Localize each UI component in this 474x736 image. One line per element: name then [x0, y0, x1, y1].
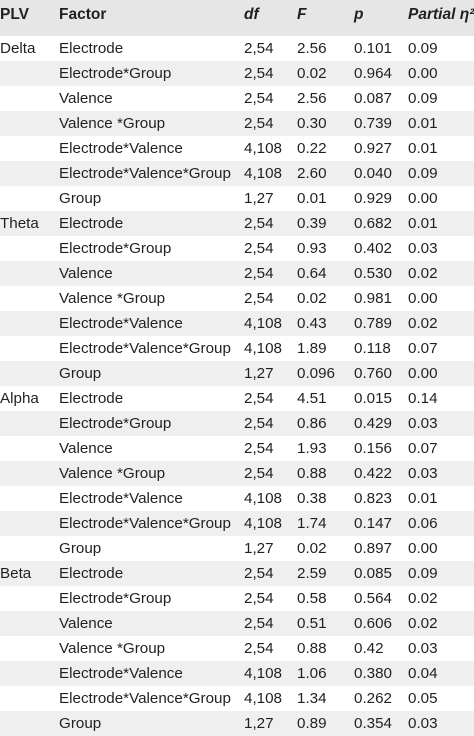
f-cell: 0.01: [297, 190, 327, 207]
partial-eta-cell: 0.07: [408, 440, 438, 457]
p-cell: 0.147: [354, 515, 393, 532]
factor-cell: Electrode*Group: [59, 65, 172, 82]
f-cell: 2.56: [297, 40, 327, 57]
factor-cell: Electrode*Valence: [59, 140, 183, 157]
partial-eta-cell: 0.03: [408, 240, 438, 257]
f-cell: 0.38: [297, 490, 327, 507]
factor-cell: Electrode: [59, 390, 124, 407]
p-cell: 0.897: [354, 540, 393, 557]
p-cell: 0.964: [354, 65, 393, 82]
table-row: [0, 261, 474, 286]
factor-cell: Electrode: [59, 215, 124, 232]
p-cell: 0.682: [354, 215, 393, 232]
factor-cell: Electrode*Group: [59, 590, 172, 607]
factor-cell: Electrode: [59, 565, 124, 582]
df-cell: 4,108: [244, 515, 283, 532]
p-cell: 0.530: [354, 265, 393, 282]
factor-cell: Valence *Group: [59, 115, 166, 132]
partial-eta-cell: 0.02: [408, 615, 438, 632]
partial-eta-cell: 0.09: [408, 40, 438, 57]
partial-eta-cell: 0.09: [408, 565, 438, 582]
table-row: [0, 211, 474, 236]
table-row: [0, 311, 474, 336]
factor-cell: Group: [59, 190, 102, 207]
partial-eta-cell: 0.01: [408, 140, 438, 157]
factor-cell: Valence *Group: [59, 290, 166, 307]
df-cell: 2,54: [244, 590, 274, 607]
df-cell: 4,108: [244, 490, 283, 507]
partial-eta-cell: 0.07: [408, 340, 438, 357]
p-cell: 0.739: [354, 115, 393, 132]
df-cell: 2,54: [244, 290, 274, 307]
partial-eta-cell: 0.03: [408, 465, 438, 482]
p-cell: 0.564: [354, 590, 393, 607]
f-cell: 1.34: [297, 690, 327, 707]
table-row: [0, 111, 474, 136]
factor-cell: Valence: [59, 90, 113, 107]
df-cell: 2,54: [244, 90, 274, 107]
f-cell: 0.64: [297, 265, 327, 282]
factor-cell: Electrode*Valence*Group: [59, 340, 231, 357]
table-body: [0, 36, 474, 736]
df-cell: 4,108: [244, 665, 283, 682]
table-row: [0, 511, 474, 536]
table-row: [0, 36, 474, 61]
partial-eta-cell: 0.00: [408, 65, 438, 82]
p-cell: 0.929: [354, 190, 393, 207]
df-cell: 2,54: [244, 565, 274, 582]
table-row: [0, 61, 474, 86]
table-row: [0, 136, 474, 161]
table-row: [0, 561, 474, 586]
p-cell: 0.101: [354, 40, 393, 57]
factor-cell: Electrode*Valence: [59, 315, 183, 332]
p-cell: 0.040: [354, 165, 393, 182]
f-cell: 0.43: [297, 315, 327, 332]
df-cell: 2,54: [244, 65, 274, 82]
p-cell: 0.927: [354, 140, 393, 157]
partial-eta-cell: 0.09: [408, 165, 438, 182]
table-row: [0, 161, 474, 186]
df-cell: 1,27: [244, 540, 274, 557]
partial-eta-cell: 0.02: [408, 265, 438, 282]
table-row: [0, 386, 474, 411]
df-cell: 4,108: [244, 165, 283, 182]
p-cell: 0.156: [354, 440, 393, 457]
header-partial-eta: Partial η²: [408, 6, 474, 23]
df-cell: 4,108: [244, 690, 283, 707]
f-cell: 1.74: [297, 515, 327, 532]
table-header: [0, 0, 474, 36]
table-row: [0, 586, 474, 611]
partial-eta-cell: 0.05: [408, 690, 438, 707]
df-cell: 2,54: [244, 415, 274, 432]
p-cell: 0.402: [354, 240, 393, 257]
df-cell: 2,54: [244, 240, 274, 257]
table-row: [0, 486, 474, 511]
header-f: F: [297, 6, 307, 23]
p-cell: 0.823: [354, 490, 393, 507]
table-row: [0, 236, 474, 261]
factor-cell: Electrode: [59, 40, 124, 57]
f-cell: 2.56: [297, 90, 327, 107]
p-cell: 0.981: [354, 290, 393, 307]
partial-eta-cell: 0.01: [408, 490, 438, 507]
header-df: df: [244, 6, 259, 23]
table-row: [0, 286, 474, 311]
factor-cell: Electrode*Valence*Group: [59, 165, 231, 182]
df-cell: 4,108: [244, 140, 283, 157]
table-row: [0, 661, 474, 686]
band-label: Alpha: [0, 390, 39, 407]
f-cell: 2.59: [297, 565, 327, 582]
p-cell: 0.422: [354, 465, 393, 482]
p-cell: 0.760: [354, 365, 393, 382]
f-cell: 0.39: [297, 215, 327, 232]
table-row: [0, 611, 474, 636]
p-cell: 0.015: [354, 390, 393, 407]
partial-eta-cell: 0.14: [408, 390, 438, 407]
table-row: [0, 636, 474, 661]
f-cell: 0.22: [297, 140, 327, 157]
f-cell: 0.88: [297, 640, 327, 657]
partial-eta-cell: 0.00: [408, 190, 438, 207]
factor-cell: Group: [59, 365, 102, 382]
table-row: [0, 361, 474, 386]
f-cell: 0.86: [297, 415, 327, 432]
f-cell: 1.06: [297, 665, 327, 682]
partial-eta-cell: 0.00: [408, 540, 438, 557]
df-cell: 2,54: [244, 640, 274, 657]
table-row: [0, 711, 474, 736]
df-cell: 4,108: [244, 340, 283, 357]
partial-eta-cell: 0.01: [408, 215, 438, 232]
df-cell: 2,54: [244, 615, 274, 632]
table-row: [0, 461, 474, 486]
table-row: [0, 186, 474, 211]
df-cell: 2,54: [244, 265, 274, 282]
p-cell: 0.262: [354, 690, 393, 707]
p-cell: 0.354: [354, 715, 393, 732]
partial-eta-cell: 0.02: [408, 590, 438, 607]
df-cell: 4,108: [244, 315, 283, 332]
band-label: Delta: [0, 40, 36, 57]
factor-cell: Valence: [59, 265, 113, 282]
f-cell: 2.60: [297, 165, 327, 182]
factor-cell: Electrode*Valence*Group: [59, 690, 231, 707]
f-cell: 0.88: [297, 465, 327, 482]
p-cell: 0.118: [354, 340, 391, 357]
table-row: [0, 336, 474, 361]
f-cell: 1.93: [297, 440, 327, 457]
table-row: [0, 436, 474, 461]
p-cell: 0.606: [354, 615, 393, 632]
df-cell: 1,27: [244, 190, 274, 207]
p-cell: 0.380: [354, 665, 393, 682]
df-cell: 1,27: [244, 715, 274, 732]
table-row: [0, 411, 474, 436]
df-cell: 2,54: [244, 40, 274, 57]
f-cell: 1.89: [297, 340, 327, 357]
df-cell: 2,54: [244, 215, 274, 232]
factor-cell: Electrode*Group: [59, 415, 172, 432]
header-p: p: [354, 6, 364, 23]
header-plv: PLV: [0, 6, 29, 23]
table-row: [0, 86, 474, 111]
f-cell: 4.51: [297, 390, 327, 407]
p-cell: 0.429: [354, 415, 393, 432]
partial-eta-cell: 0.06: [408, 515, 438, 532]
factor-cell: Group: [59, 540, 102, 557]
factor-cell: Valence *Group: [59, 465, 166, 482]
table-row: [0, 686, 474, 711]
df-cell: 2,54: [244, 115, 274, 132]
partial-eta-cell: 0.03: [408, 415, 438, 432]
f-cell: 0.02: [297, 290, 327, 307]
partial-eta-cell: 0.09: [408, 90, 438, 107]
factor-cell: Electrode*Valence: [59, 490, 183, 507]
factor-cell: Valence *Group: [59, 640, 166, 657]
f-cell: 0.30: [297, 115, 327, 132]
factor-cell: Group: [59, 715, 102, 732]
partial-eta-cell: 0.03: [408, 715, 438, 732]
factor-cell: Electrode*Group: [59, 240, 172, 257]
factor-cell: Electrode*Valence: [59, 665, 183, 682]
f-cell: 0.51: [297, 615, 327, 632]
partial-eta-cell: 0.03: [408, 640, 438, 657]
partial-eta-cell: 0.00: [408, 365, 438, 382]
factor-cell: Electrode*Valence*Group: [59, 515, 231, 532]
f-cell: 0.02: [297, 540, 327, 557]
df-cell: 1,27: [244, 365, 274, 382]
band-label: Beta: [0, 565, 32, 582]
table-row: [0, 536, 474, 561]
p-cell: 0.789: [354, 315, 393, 332]
partial-eta-cell: 0.02: [408, 315, 438, 332]
band-label: Theta: [0, 215, 39, 232]
df-cell: 2,54: [244, 390, 274, 407]
p-cell: 0.42: [354, 640, 384, 657]
df-cell: 2,54: [244, 440, 274, 457]
partial-eta-cell: 0.04: [408, 665, 438, 682]
p-cell: 0.085: [354, 565, 393, 582]
df-cell: 2,54: [244, 465, 274, 482]
f-cell: 0.02: [297, 65, 327, 82]
factor-cell: Valence: [59, 615, 113, 632]
partial-eta-cell: 0.01: [408, 115, 438, 132]
f-cell: 0.58: [297, 590, 327, 607]
f-cell: 0.096: [297, 365, 336, 382]
f-cell: 0.93: [297, 240, 327, 257]
factor-cell: Valence: [59, 440, 113, 457]
header-factor: Factor: [59, 6, 107, 23]
f-cell: 0.89: [297, 715, 327, 732]
p-cell: 0.087: [354, 90, 393, 107]
partial-eta-cell: 0.00: [408, 290, 438, 307]
